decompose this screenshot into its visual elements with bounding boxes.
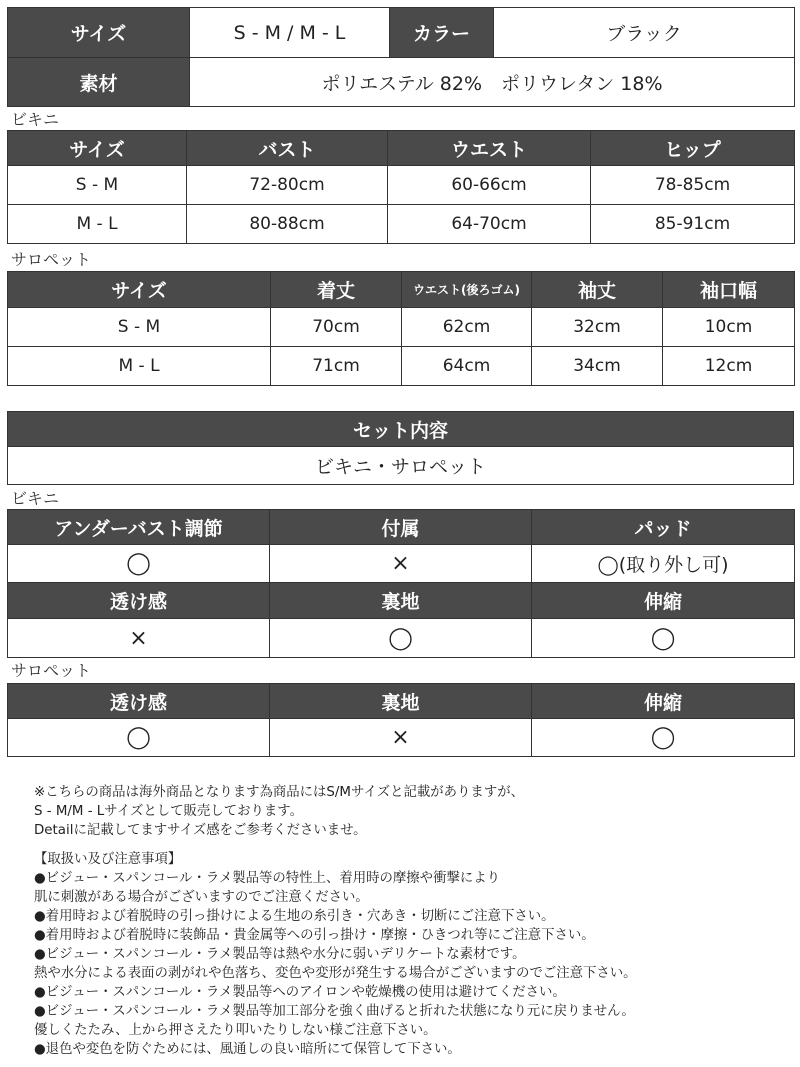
- note-line: ●着用時および着脱時に装飾品・貴金属等への引っ掛け・摩擦・ひきつれ等にご注意下さい。: [34, 928, 595, 943]
- table-cell: 70cm: [271, 308, 402, 347]
- note-line: ●ビジュー・スパンコール・ラメ製品等は熱や水分に弱いデリケートな素材です。: [34, 947, 526, 962]
- material-label: 素材: [8, 58, 190, 107]
- bikini-waist-header: ウエスト: [388, 131, 591, 166]
- bikini-detail-title: ビキニ: [11, 489, 60, 508]
- note-line: S - M/M - Lサイズとして販売しております。: [34, 804, 303, 819]
- table-cell: 12cm: [663, 347, 795, 386]
- salopette-waist-header: ウエスト(後ろゴム): [402, 272, 532, 308]
- table-cell: M - L: [8, 347, 271, 386]
- table-cell: S - M: [8, 166, 187, 205]
- salopette-cuff-header: 袖口幅: [663, 272, 795, 308]
- table-cell: S - M: [8, 308, 271, 347]
- pad-header: パッド: [532, 510, 795, 545]
- table-cell: 62cm: [402, 308, 532, 347]
- note-line: ●退色や変色を防ぐためには、風通しの良い暗所にて保管して下さい。: [34, 1042, 461, 1057]
- bikini-size-title: ビキニ: [11, 110, 60, 129]
- bikini-hip-header: ヒップ: [591, 131, 795, 166]
- salopette-sheer-header: 透け感: [8, 684, 270, 719]
- salopette-lining-header: 裏地: [270, 684, 532, 719]
- notes-heading: 【取扱い及び注意事項】: [34, 852, 182, 867]
- salopette-length-header: 着丈: [271, 272, 402, 308]
- material-value: ポリエステル 82% ポリウレタン 18%: [190, 58, 795, 107]
- table-cell: 60-66cm: [388, 166, 591, 205]
- salopette-sleeve-header: 袖丈: [532, 272, 663, 308]
- size-label: サイズ: [8, 8, 190, 58]
- salopette-detail-table: [7, 683, 795, 757]
- salopette-size-header: サイズ: [8, 272, 271, 308]
- table-cell: 71cm: [271, 347, 402, 386]
- salopette-sheer-value: ◯: [8, 719, 270, 757]
- lining-value: ◯: [270, 619, 532, 658]
- note-line: ●ビジュー・スパンコール・ラメ製品等加工部分を強く曲げると折れた状態になり元に戻りません。: [34, 1004, 635, 1019]
- note-line: 肌に刺激がある場合がございますのでご注意ください。: [34, 890, 369, 905]
- salopette-detail-title: サロペット: [11, 661, 92, 680]
- sheer-header: 透け感: [8, 583, 270, 619]
- table-cell: 85-91cm: [591, 205, 795, 244]
- bikini-size-table: [7, 130, 795, 244]
- bikini-size-header: サイズ: [8, 131, 187, 166]
- note-line: ●ビジュー・スパンコール・ラメ製品等へのアイロンや乾燥機の使用は避けてください。: [34, 985, 566, 1000]
- note-line: ●着用時および着脱時の引っ掛けによる生地の糸引き・穴あき・切断にご注意下さい。: [34, 909, 555, 924]
- note-line: Detailに記載してますサイズ感をご参考くださいませ。: [34, 823, 367, 838]
- note-line: ※こちらの商品は海外商品となります為商品にはS/Mサイズと記載がありますが、: [34, 785, 524, 800]
- salopette-lining-value: ×: [270, 719, 532, 757]
- salopette-size-title: サロペット: [11, 250, 92, 269]
- accessory-header: 付属: [270, 510, 532, 545]
- color-value: ブラック: [494, 8, 795, 58]
- bikini-bust-header: バスト: [187, 131, 388, 166]
- sheer-value: ×: [8, 619, 270, 658]
- color-label: カラー: [390, 8, 494, 58]
- stretch-value: ◯: [532, 619, 795, 658]
- accessory-value: ×: [270, 545, 532, 583]
- table-cell: 32cm: [532, 308, 663, 347]
- set-label: セット内容: [8, 412, 794, 447]
- table-cell: 34cm: [532, 347, 663, 386]
- underbust-header: アンダーバスト調節: [8, 510, 270, 545]
- set-table: [7, 411, 794, 485]
- table-cell: 72-80cm: [187, 166, 388, 205]
- table-cell: 10cm: [663, 308, 795, 347]
- bikini-detail-table: [7, 509, 795, 658]
- underbust-value: ◯: [8, 545, 270, 583]
- set-value: ビキニ・サロペット: [8, 447, 794, 485]
- note-line: ●ビジュー・スパンコール・ラメ製品等の特性上、着用時の摩擦や衝撃により: [34, 871, 501, 886]
- salopette-stretch-header: 伸縮: [532, 684, 795, 719]
- table-cell: 64-70cm: [388, 205, 591, 244]
- salopette-stretch-value: ◯: [532, 719, 795, 757]
- lining-header: 裏地: [270, 583, 532, 619]
- table-cell: M - L: [8, 205, 187, 244]
- stretch-header: 伸縮: [532, 583, 795, 619]
- table-cell: 78-85cm: [591, 166, 795, 205]
- pad-value: ◯(取り外し可): [532, 545, 795, 583]
- table-cell: 80-88cm: [187, 205, 388, 244]
- salopette-size-table: [7, 271, 795, 386]
- note-line: 熱や水分による表面の剥がれや色落ち、変色や変形が発生する場合がございますのでご注意下さい。: [34, 966, 637, 981]
- size-value: S - M / M - L: [190, 8, 390, 58]
- note-line: 優しくたたみ、上から押さえたり叩いたりしない様ご注意下さい。: [34, 1023, 437, 1038]
- table-cell: 64cm: [402, 347, 532, 386]
- spec-table: [7, 7, 795, 107]
